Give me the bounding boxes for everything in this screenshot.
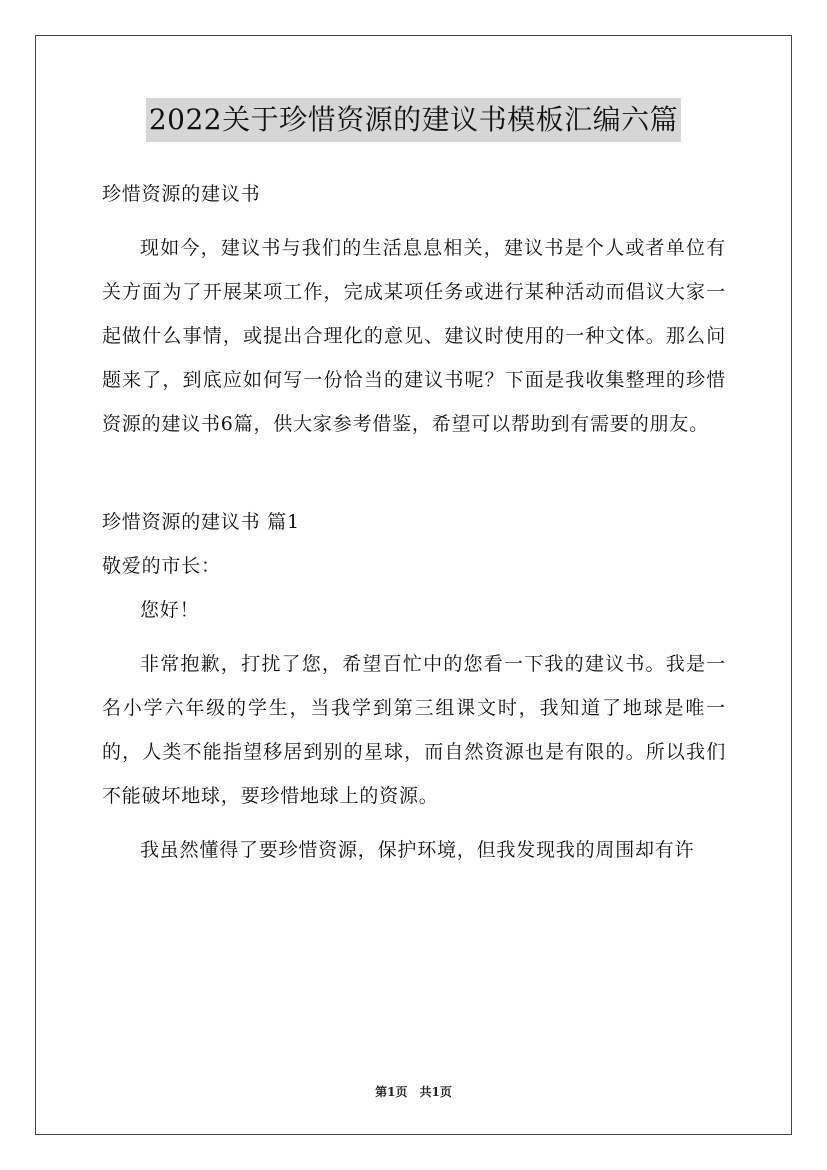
body-paragraph-2: 我虽然懂得了要珍惜资源，保护环境，但我发现我的周围却有许 — [140, 839, 695, 861]
spacer — [102, 446, 726, 500]
page-footer — [0, 1084, 827, 1100]
salutation: 敬爱的市长： — [102, 555, 221, 577]
spacer — [102, 216, 726, 226]
intro-heading: 珍惜资源的建议书 — [102, 183, 261, 205]
greeting: 您好！ — [140, 599, 200, 621]
title-wrap — [0, 98, 827, 142]
body-paragraph-1: 非常抱歉，打扰了您，希望百忙中的您看一下我的建议书。我是一名小学六年级的学生，当我学到第三组课文时，我知道了地球是唯一的，人类不能指望移居到别的星球，而自然资源也是有限的。所以我们不能破坏地球，要珍惜地球上的资源。 — [102, 653, 726, 807]
spacer — [102, 632, 726, 642]
section-heading: 珍惜资源的建议书 篇1 — [102, 511, 300, 533]
page-number: 第1页 共1页 — [375, 1085, 452, 1099]
intro-paragraph: 现如今，建议书与我们的生活息息相关，建议书是个人或者单位有关方面为了开展某项工作，完成某项任务或进行某种活动而倡议大家一起做什么事情，或提出合理化的意见、建议时使用的一种文体。那么问题来了，到底应如何写一份恰当的建议书呢？下面是我收集整理的珍惜资源的建议书6篇，供大家参考借鉴，希望可以帮助到有需要的朋友。 — [102, 237, 726, 435]
spacer — [102, 818, 726, 828]
document-body — [102, 172, 726, 872]
document-title: 2022关于珍惜资源的建议书模板汇编六篇 — [146, 98, 681, 142]
